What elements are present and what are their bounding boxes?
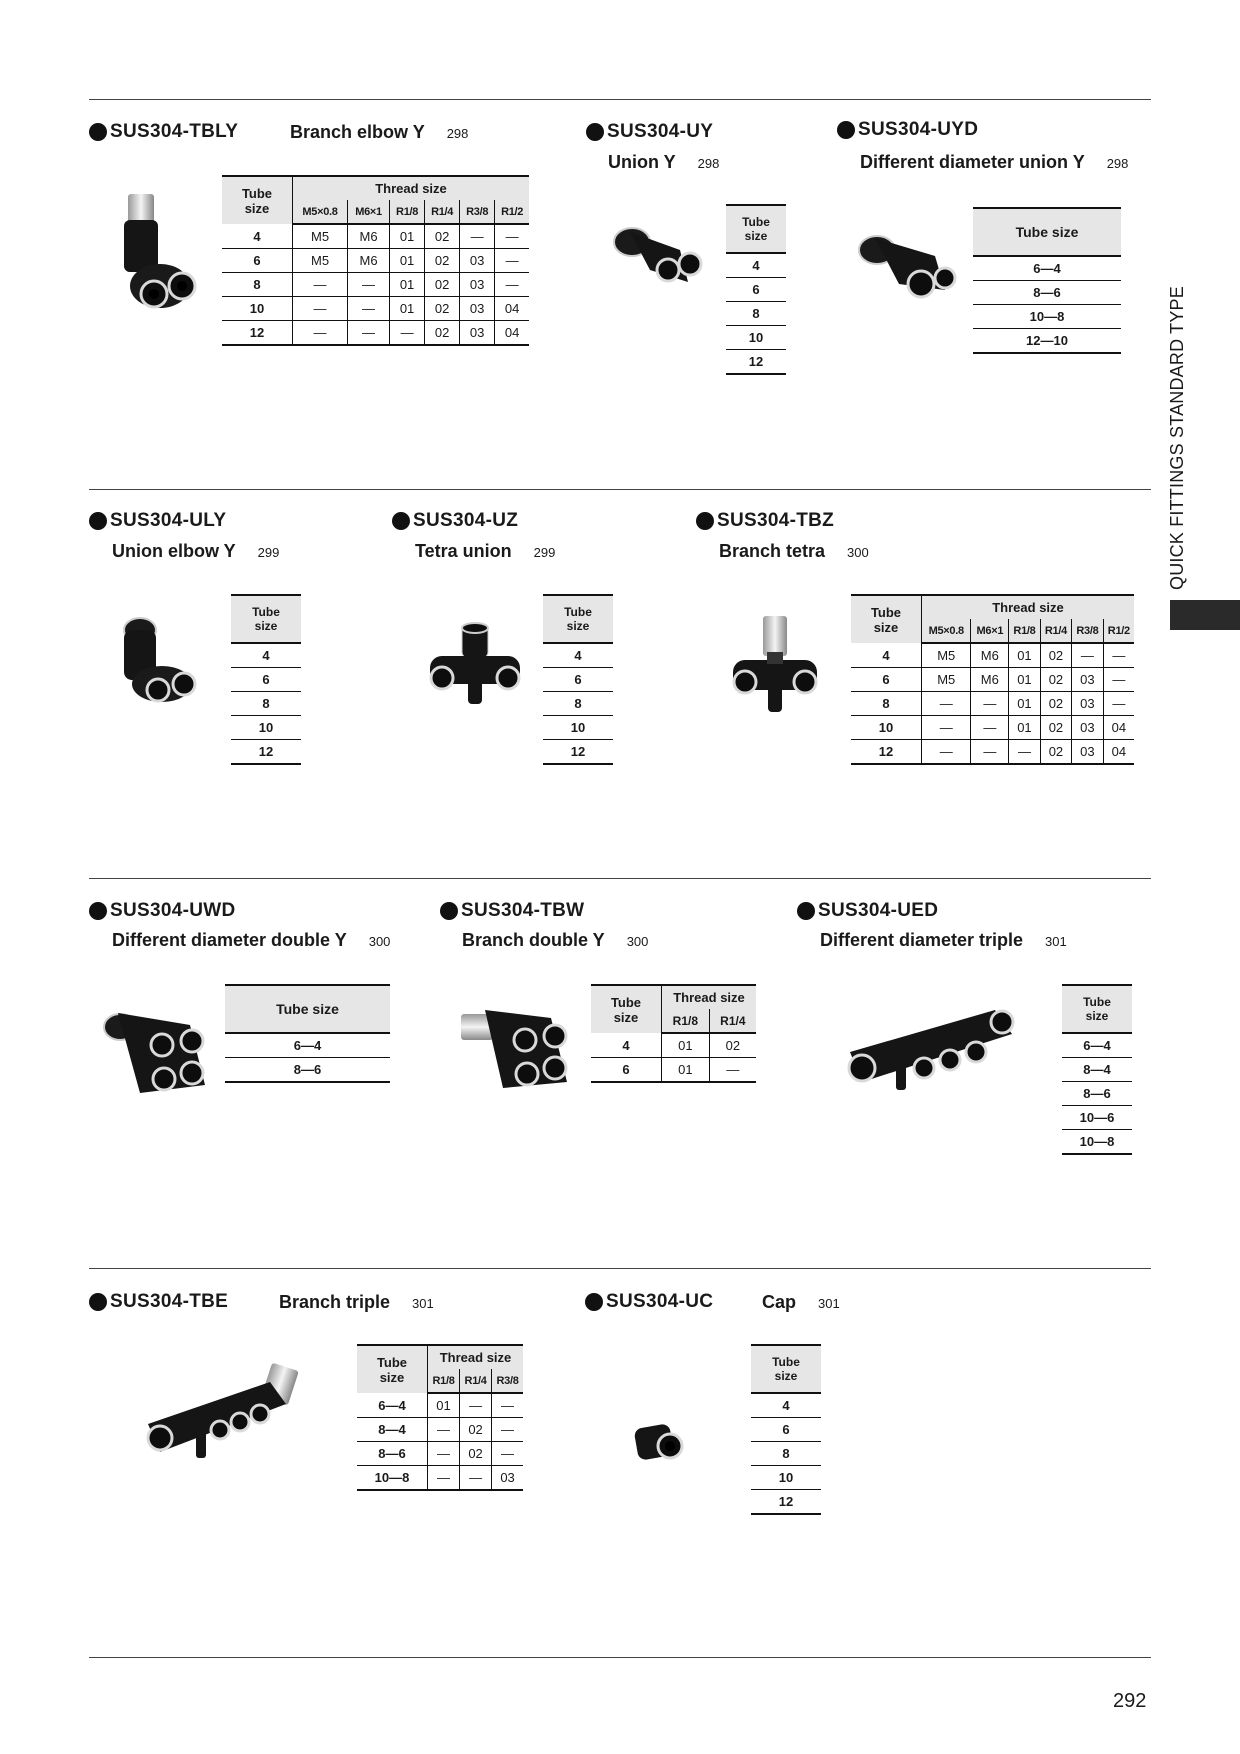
tube-size-header: Tube size (231, 595, 301, 643)
bullet-icon (89, 512, 107, 530)
tube-size-cell: 8 (726, 302, 786, 326)
thread-code-cell: — (428, 1442, 460, 1466)
thread-code-cell: 03 (460, 321, 495, 346)
thread-code-cell: — (348, 273, 390, 297)
product-name: Union elbow Y (112, 541, 236, 561)
product-code: SUS304-TBE (110, 1291, 229, 1312)
table-row (543, 668, 613, 692)
thread-size-column-header: R3/8 (492, 1369, 523, 1393)
thread-code-cell: 03 (1072, 740, 1103, 765)
tube-size-cell: 10 (231, 716, 301, 740)
thread-size-column-header: R3/8 (1072, 619, 1103, 643)
product-subtitle-ued (820, 930, 1067, 951)
product-name: Union Y (608, 152, 676, 172)
tube-size-cell: 4 (851, 643, 922, 668)
tube-size-cell: 6—4 (225, 1033, 390, 1058)
thread-code-cell: — (428, 1418, 460, 1442)
branch-elbow-y-image (112, 190, 212, 320)
table-row (973, 256, 1121, 281)
thread-code-cell: M6 (971, 643, 1009, 668)
product-subtitle-uy (608, 152, 719, 173)
thread-size-column-header: M5×0.8 (922, 619, 971, 643)
product-name: Different diameter double Y (112, 930, 347, 950)
tube-size-cell: 6 (231, 668, 301, 692)
table-row (357, 1442, 523, 1466)
product-name: Branch elbow Y (290, 122, 425, 142)
product-name: Tetra union (415, 541, 512, 561)
thread-code-cell: 02 (1040, 668, 1071, 692)
thread-code-cell: — (428, 1466, 460, 1491)
thread-size-column-header: R1/8 (428, 1369, 460, 1393)
cap-image (630, 1418, 690, 1468)
tube-size-cell: 8 (543, 692, 613, 716)
tube-size-cell: 8—6 (357, 1442, 428, 1466)
table-row (543, 716, 613, 740)
product-subtitle-tbz (719, 541, 869, 562)
tube-size-cell: 12 (851, 740, 922, 765)
product-code: SUS304-TBW (461, 900, 585, 921)
spec-table-tbe (357, 1344, 523, 1491)
product-subtitle-tbe (279, 1292, 434, 1313)
thread-code-cell: — (348, 297, 390, 321)
section-divider (89, 1657, 1151, 1658)
tube-size-cell: 8 (751, 1442, 821, 1466)
branch-double-y-image (455, 1000, 580, 1095)
table-row (973, 281, 1121, 305)
tube-size-header: Tube size (751, 1345, 821, 1393)
table-row (851, 740, 1134, 765)
table-row (222, 224, 529, 249)
table-row (231, 668, 301, 692)
thread-code-cell: M6 (971, 668, 1009, 692)
thread-code-cell: 01 (662, 1033, 710, 1058)
thread-size-header: Thread size (922, 595, 1135, 619)
tube-size-cell: 6 (543, 668, 613, 692)
table-row (851, 692, 1134, 716)
thread-code-cell: — (1009, 740, 1040, 765)
thread-size-header: Thread size (428, 1345, 524, 1369)
table-row (591, 1033, 756, 1058)
tube-size-cell: 12 (222, 321, 293, 346)
product-name: Different diameter triple (820, 930, 1024, 950)
table-row (851, 716, 1134, 740)
thread-code-cell: 01 (1009, 716, 1040, 740)
tube-size-cell: 6 (851, 668, 922, 692)
table-row (751, 1418, 821, 1442)
section-divider (89, 489, 1151, 490)
thread-code-cell: 04 (495, 321, 529, 346)
thread-code-cell: — (492, 1442, 523, 1466)
tube-size-cell: 8—4 (357, 1418, 428, 1442)
thread-code-cell: M5 (922, 668, 971, 692)
thread-code-cell: 02 (425, 297, 460, 321)
bullet-icon (392, 512, 410, 530)
table-row (1062, 1106, 1132, 1130)
product-page-ref: 298 (697, 156, 720, 171)
thread-code-cell: 02 (460, 1442, 492, 1466)
tube-size-cell: 6—4 (1062, 1033, 1132, 1058)
product-page-ref: 301 (412, 1296, 434, 1311)
tube-size-header: Tube size (357, 1345, 428, 1393)
table-row (726, 302, 786, 326)
tube-size-cell: 4 (591, 1033, 662, 1058)
tube-size-cell: 8 (231, 692, 301, 716)
table-row (751, 1442, 821, 1466)
tube-size-cell: 8 (222, 273, 293, 297)
table-row (751, 1466, 821, 1490)
section-divider (89, 878, 1151, 879)
product-subtitle-uyd (860, 152, 1128, 173)
thread-code-cell: — (1103, 668, 1134, 692)
tube-size-cell: 8—6 (1062, 1082, 1132, 1106)
product-page-ref: 298 (446, 126, 469, 141)
thread-code-cell: 01 (662, 1058, 710, 1083)
section-divider (89, 1268, 1151, 1269)
thread-size-column-header: R1/4 (1040, 619, 1071, 643)
tube-size-cell: 10 (751, 1466, 821, 1490)
tube-size-cell: 4 (543, 643, 613, 668)
bullet-icon (89, 902, 107, 920)
product-page-ref: 300 (626, 934, 649, 949)
thread-size-header: Thread size (293, 176, 530, 200)
tube-size-cell: 4 (751, 1393, 821, 1418)
different-diameter-double-y-image (100, 1005, 215, 1100)
thread-code-cell: 01 (428, 1393, 460, 1418)
table-row (973, 329, 1121, 354)
thread-size-column-header: R1/8 (662, 1009, 710, 1033)
thread-size-column-header: R1/8 (390, 200, 425, 224)
table-row (726, 278, 786, 302)
thread-code-cell: 01 (390, 224, 425, 249)
thread-size-header: Thread size (662, 985, 757, 1009)
thread-code-cell: 02 (1040, 740, 1071, 765)
product-subtitle-tbly (290, 122, 468, 143)
bullet-icon (89, 123, 107, 141)
branch-triple-image (140, 1360, 315, 1460)
tube-size-cell: 6—4 (973, 256, 1121, 281)
thread-code-cell: — (495, 224, 529, 249)
table-row (543, 740, 613, 765)
thread-size-column-header: R1/4 (709, 1009, 756, 1033)
thread-code-cell: — (460, 1466, 492, 1491)
tube-size-cell: 8—4 (1062, 1058, 1132, 1082)
tube-size-cell: 4 (726, 253, 786, 278)
table-row (543, 692, 613, 716)
tube-size-cell: 8—6 (225, 1058, 390, 1083)
table-row (851, 668, 1134, 692)
thread-code-cell: 02 (1040, 643, 1071, 668)
thread-code-cell: 03 (1072, 692, 1103, 716)
bullet-icon (797, 902, 815, 920)
different-diameter-union-y-image (855, 228, 965, 308)
thread-code-cell: 02 (425, 321, 460, 346)
tube-size-cell: 10—8 (1062, 1130, 1132, 1155)
thread-code-cell: 02 (1040, 692, 1071, 716)
product-page-ref: 298 (1106, 156, 1129, 171)
product-title-ued (797, 900, 938, 922)
thread-code-cell: 04 (1103, 740, 1134, 765)
product-code: SUS304-TBZ (717, 510, 835, 531)
spec-table-tbw (591, 984, 756, 1083)
table-row (357, 1393, 523, 1418)
thread-code-cell: — (293, 297, 348, 321)
table-row (225, 1058, 390, 1083)
tube-size-cell: 10 (222, 297, 293, 321)
product-name: Branch tetra (719, 541, 826, 561)
thread-code-cell: 04 (495, 297, 529, 321)
spec-table-ued (1062, 984, 1132, 1155)
tube-size-header: Tube size (591, 985, 662, 1033)
thread-code-cell: 01 (1009, 643, 1040, 668)
spec-table-tbz (851, 594, 1134, 765)
tube-size-cell: 12—10 (973, 329, 1121, 354)
union-elbow-y-image (118, 610, 208, 710)
thread-code-cell: M6 (348, 224, 390, 249)
tube-size-cell: 10—8 (357, 1466, 428, 1491)
side-label: QUICK FITTINGS STANDARD TYPE (1167, 286, 1187, 590)
table-row (751, 1393, 821, 1418)
thread-code-cell: 03 (492, 1466, 523, 1491)
thread-size-column-header: M6×1 (971, 619, 1009, 643)
page-number: 292 (1113, 1690, 1147, 1712)
thread-code-cell: — (390, 321, 425, 346)
product-code: SUS304-UWD (110, 900, 236, 921)
tube-size-cell: 12 (231, 740, 301, 765)
thread-code-cell: — (971, 740, 1009, 765)
tube-size-cell: 10 (543, 716, 613, 740)
table-row (726, 253, 786, 278)
table-row (751, 1490, 821, 1515)
product-code: SUS304-UY (607, 121, 714, 142)
thread-code-cell: 02 (425, 224, 460, 249)
table-row (231, 740, 301, 765)
spec-table-tbly (222, 175, 529, 346)
section-divider (89, 99, 1151, 100)
thread-size-column-header: R1/4 (425, 200, 460, 224)
tube-size-cell: 10 (726, 326, 786, 350)
thread-size-column-header: M5×0.8 (293, 200, 348, 224)
tube-size-cell: 10—6 (1062, 1106, 1132, 1130)
tube-size-cell: 10—8 (973, 305, 1121, 329)
bullet-icon (440, 902, 458, 920)
product-title-tbe (89, 1291, 228, 1313)
thread-code-cell: M6 (348, 249, 390, 273)
tube-size-header: Tube size (543, 595, 613, 643)
spec-table-uy (726, 204, 786, 375)
tube-size-cell: 4 (222, 224, 293, 249)
thread-code-cell: — (971, 692, 1009, 716)
table-row (225, 1033, 390, 1058)
spec-table-uyd (973, 207, 1121, 354)
thread-code-cell: 03 (460, 297, 495, 321)
thread-code-cell: — (492, 1418, 523, 1442)
table-row (726, 326, 786, 350)
product-code: SUS304-ULY (110, 510, 227, 531)
product-code: SUS304-TBLY (110, 121, 239, 142)
product-title-uwd (89, 900, 235, 922)
thread-size-column-header: R3/8 (460, 200, 495, 224)
product-code: SUS304-UZ (413, 510, 519, 531)
thread-code-cell: 02 (709, 1033, 756, 1058)
product-subtitle-tbw (462, 930, 648, 951)
thread-code-cell: 03 (1072, 668, 1103, 692)
tube-size-header: Tube size (973, 208, 1121, 256)
table-row (222, 249, 529, 273)
table-row (1062, 1033, 1132, 1058)
thread-code-cell: 03 (1072, 716, 1103, 740)
bullet-icon (696, 512, 714, 530)
table-row (222, 273, 529, 297)
product-title-uy (586, 121, 713, 143)
table-row (1062, 1130, 1132, 1155)
product-code: SUS304-UYD (858, 119, 979, 140)
tube-size-cell: 12 (726, 350, 786, 375)
thread-code-cell: 02 (425, 249, 460, 273)
tube-size-header: Tube size (225, 985, 390, 1033)
product-subtitle-uz (415, 541, 555, 562)
product-title-tbz (696, 510, 834, 532)
table-row (726, 350, 786, 375)
thread-code-cell: — (922, 716, 971, 740)
thread-size-column-header: M6×1 (348, 200, 390, 224)
bullet-icon (585, 1293, 603, 1311)
tube-size-header: Tube size (851, 595, 922, 643)
thread-code-cell: — (293, 273, 348, 297)
thread-code-cell: — (1072, 643, 1103, 668)
product-code: SUS304-UC (606, 1291, 714, 1312)
thread-size-column-header: R1/2 (1103, 619, 1134, 643)
thread-code-cell: — (460, 224, 495, 249)
spec-table-uly (231, 594, 301, 765)
product-title-uz (392, 510, 518, 532)
product-title-uyd (837, 119, 978, 141)
thread-code-cell: 01 (1009, 692, 1040, 716)
thread-code-cell: — (492, 1393, 523, 1418)
product-title-tbly (89, 121, 238, 143)
product-page-ref: 301 (1045, 934, 1067, 949)
tetra-union-image (420, 620, 530, 710)
thread-code-cell: — (1103, 692, 1134, 716)
thread-code-cell: — (495, 249, 529, 273)
thread-code-cell: 01 (390, 297, 425, 321)
tube-size-cell: 6—4 (357, 1393, 428, 1418)
tube-size-header: Tube size (726, 205, 786, 253)
branch-tetra-image (725, 612, 825, 722)
tube-size-cell: 12 (751, 1490, 821, 1515)
tube-size-cell: 6 (222, 249, 293, 273)
tube-size-header: Tube size (1062, 985, 1132, 1033)
thread-code-cell: 02 (425, 273, 460, 297)
tube-size-cell: 8—6 (973, 281, 1121, 305)
tube-size-cell: 6 (751, 1418, 821, 1442)
bullet-icon (586, 123, 604, 141)
product-page-ref: 301 (818, 1296, 840, 1311)
table-row (222, 321, 529, 346)
thread-code-cell: 04 (1103, 716, 1134, 740)
thread-code-cell: — (922, 692, 971, 716)
product-subtitle-uc (762, 1292, 840, 1313)
tube-size-cell: 4 (231, 643, 301, 668)
thread-code-cell: — (460, 1393, 492, 1418)
thread-code-cell: — (971, 716, 1009, 740)
tube-size-cell: 6 (726, 278, 786, 302)
table-row (1062, 1058, 1132, 1082)
thread-code-cell: M5 (293, 224, 348, 249)
product-page-ref: 299 (533, 545, 556, 560)
tube-size-cell: 6 (591, 1058, 662, 1083)
table-row (591, 1058, 756, 1083)
table-row (357, 1466, 523, 1491)
product-page-ref: 299 (257, 545, 280, 560)
thread-size-column-header: R1/4 (460, 1369, 492, 1393)
thread-code-cell: 02 (1040, 716, 1071, 740)
table-row (231, 716, 301, 740)
thread-code-cell: 01 (1009, 668, 1040, 692)
thread-size-column-header: R1/8 (1009, 619, 1040, 643)
thread-code-cell: M5 (922, 643, 971, 668)
spec-table-uwd (225, 984, 390, 1083)
table-row (231, 643, 301, 668)
product-title-uc (585, 1291, 713, 1313)
product-page-ref: 300 (847, 545, 869, 560)
table-row (1062, 1082, 1132, 1106)
table-row (231, 692, 301, 716)
bullet-icon (837, 121, 855, 139)
product-subtitle-uly (112, 541, 279, 562)
tube-size-cell: 8 (851, 692, 922, 716)
product-subtitle-uwd (112, 930, 390, 951)
union-y-image (610, 220, 710, 300)
tube-size-cell: 10 (851, 716, 922, 740)
thread-code-cell: — (495, 273, 529, 297)
thread-code-cell: — (1103, 643, 1134, 668)
thread-code-cell: 01 (390, 273, 425, 297)
table-row (543, 643, 613, 668)
tube-size-header: Tube size (222, 176, 293, 224)
table-row (851, 643, 1134, 668)
bullet-icon (89, 1293, 107, 1311)
thread-code-cell: — (293, 321, 348, 346)
table-row (357, 1418, 523, 1442)
product-page-ref: 300 (368, 934, 391, 949)
thread-code-cell: 02 (460, 1418, 492, 1442)
side-tab-marker (1170, 600, 1240, 630)
thread-code-cell: M5 (293, 249, 348, 273)
thread-size-column-header: R1/2 (495, 200, 529, 224)
spec-table-uc (751, 1344, 821, 1515)
product-name: Different diameter union Y (860, 152, 1085, 172)
thread-code-cell: 01 (390, 249, 425, 273)
product-title-uly (89, 510, 226, 532)
product-name: Branch double Y (462, 930, 605, 950)
tube-size-cell: 12 (543, 740, 613, 765)
product-name: Branch triple (279, 1292, 391, 1312)
table-row (222, 297, 529, 321)
thread-code-cell: — (922, 740, 971, 765)
product-title-tbw (440, 900, 584, 922)
spec-table-uz (543, 594, 613, 765)
product-name: Cap (762, 1292, 797, 1312)
different-diameter-triple-image (840, 1000, 1020, 1100)
thread-code-cell: 03 (460, 273, 495, 297)
table-row (973, 305, 1121, 329)
thread-code-cell: — (709, 1058, 756, 1083)
thread-code-cell: — (348, 321, 390, 346)
product-code: SUS304-UED (818, 900, 939, 921)
thread-code-cell: 03 (460, 249, 495, 273)
